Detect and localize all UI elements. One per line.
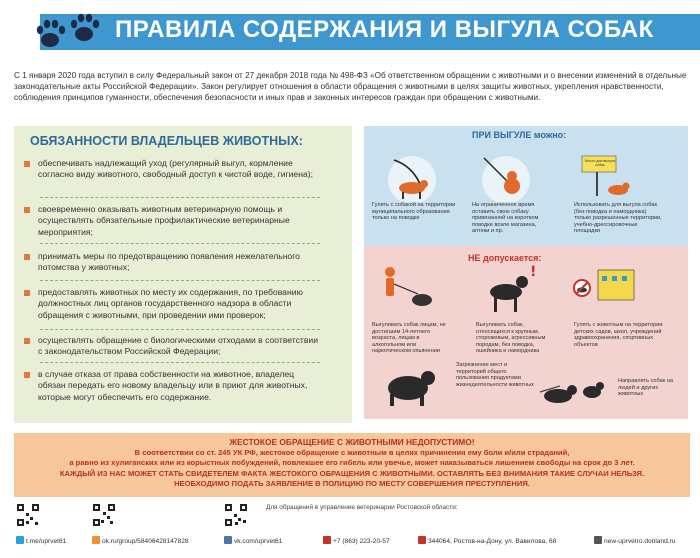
location-icon <box>418 536 426 544</box>
duty-item: осуществлять обращение с биологическими отходами в соответствии с законодательством Российской Федерации; <box>24 335 324 358</box>
duty-item: в случае отказа от права собственности на животное, владелец обязан передать его новому владельцу или в приют для животных, которые могут обеспечить его содержание. <box>24 369 324 403</box>
warning-line: В соответствии со ст. 245 УК РФ, жестокое обращение с животным в целях причинения ему боли и/или страданий, <box>134 447 570 457</box>
odnoklassniki-icon <box>92 536 100 544</box>
footer-link-vk[interactable]: vk.com/uprvet61 <box>224 536 282 545</box>
forbidden-caption: Направлять собак на людей и других животных <box>618 378 673 398</box>
bullet-icon <box>24 372 30 378</box>
footer-address: 344064, Ростов-на-Дону, ул. Вавилова, 68 <box>418 536 556 545</box>
walking-caption: Гулять с собакой на территории муниципального образования только на поводке <box>372 202 456 222</box>
duty-item: предоставлять животных по месту их содержания, по требованию должностных лиц органов государственного надзора в области обращения с животными, при проведении ими проверок; <box>24 287 324 321</box>
duty-item: принимать меры по предотвращению появления нежелательного потомства у животных; <box>24 251 324 274</box>
duties-title: ОБЯЗАННОСТИ ВЛАДЕЛЬЦЕВ ЖИВОТНЫХ: <box>30 134 303 148</box>
footer-link-telegram[interactable]: t.me/uprvet61 <box>16 536 66 545</box>
forbidden-caption: Гулять с животным на территории детских садов, школ, учреждений здравоохранения, спортивных объектов <box>574 322 663 348</box>
walking-title: ПРИ ВЫГУЛЕ можно: <box>472 130 567 140</box>
bullet-icon <box>24 338 30 344</box>
warning-box <box>14 433 690 497</box>
phone-icon <box>323 536 331 544</box>
dog-on-leash-icon <box>372 144 452 202</box>
divider <box>40 329 320 330</box>
walking-caption: На ограниченное время оставить свою собаку привязанной на коротком поводке возле магазина, аптеки и пр. <box>472 202 539 235</box>
header <box>0 6 700 58</box>
forbidden-title: НЕ допускается: <box>468 253 542 263</box>
dog-attack-icon <box>536 362 608 412</box>
vk-icon <box>224 536 232 544</box>
warning-line: НЕОБХОДИМО ПОДАТЬ ЗАЯВЛЕНИЕ В ПОЛИЦИЮ ПО МЕСТУ СОВЕРШЕНИЯ ПРЕСТУПЛЕНИЯ. <box>174 479 530 489</box>
intro-text: С 1 января 2020 года вступил в силу Федеральный закон от 27 декабря 2018 года № 498-ФЗ «Об ответственном обращении с животными и о внесении изменений в отдельные законодательные акты Российской Федерации». Закон регулирует отношения в области обращения с животными в целях защиты животных, укрепления нравственности, соблюдения принципов гуманности, обеспечения безопасности и иных прав и законных интересов граждан при обращении с животными. <box>14 71 687 103</box>
qr-code-icon <box>16 503 40 527</box>
footer-website[interactable]: new-uprvetro.donland.ru <box>594 536 675 545</box>
tied-dog-icon <box>470 144 542 202</box>
school-building-icon <box>572 264 638 312</box>
child-walking-dog-icon <box>378 264 436 314</box>
footer-note: Для обращений в управление ветеринарии Ростовской области: <box>266 504 458 511</box>
warning-line: КАЖДЫЙ ИЗ НАС МОЖЕТ СТАТЬ СВИДЕТЕЛЕМ ФАКТА ЖЕСТОКОГО ОБРАЩЕНИЯ С ЖИВОТНЫМИ. ОСТАВЛЯТЬ БЕЗ ВНИМАНИЯ ТАКИЕ СЛУЧАИ НЕЛЬЗЯ. <box>59 468 645 478</box>
qr-code-icon <box>224 503 248 527</box>
bullet-icon <box>24 161 30 167</box>
large-dog-icon <box>478 262 538 318</box>
telegram-icon <box>16 536 24 544</box>
walking-caption: Использовать для выгула собак (без поводка и намордника) только разрешенные территории, учебно-дрессировочные площадки <box>574 202 662 235</box>
sign-text: Место для выгула собак <box>584 159 616 168</box>
divider <box>40 243 320 244</box>
warning-heading: ЖЕСТОКОЕ ОБРАЩЕНИЕ С ЖИВОТНЫМИ НЕДОПУСТИМО! <box>229 437 475 447</box>
bullet-icon <box>24 207 30 213</box>
dog-pooping-icon <box>378 362 448 410</box>
duty-item: обеспечивать надлежащий уход (регулярный выгул, кормление согласно виду животного, свободный доступ к чистой воде, гигиена); <box>24 158 324 181</box>
svg-text:!: ! <box>530 264 537 280</box>
divider <box>40 362 320 363</box>
web-icon <box>594 536 602 544</box>
forbidden-caption: Выгуливать собак лицам, не достигшим 14-летнего возраста, лицам в алкогольном или наркотическом опьянении <box>372 322 446 355</box>
footer-phone[interactable]: +7 (863) 223-20-57 <box>323 536 390 545</box>
divider <box>40 197 320 198</box>
page-title: ПРАВИЛА СОДЕРЖАНИЯ И ВЫГУЛА СОБАК <box>115 16 654 43</box>
forbidden-caption: Выгуливать собак, относящихся к крупным, сторожевым, агрессивным породам, без поводка, ошейника и намордника <box>476 322 546 355</box>
forbidden-caption: Загрязнение мест и территорий общего пользования продуктами жизнедеятельности животных <box>456 362 534 388</box>
footer-link-ok[interactable]: ok.ru/group/58406428147828 <box>92 536 189 545</box>
qr-code-icon <box>92 503 116 527</box>
duty-item: своевременно оказывать животным ветеринарную помощь и осуществлять обязательные профилактические ветеринарные мероприятия; <box>24 204 324 238</box>
dog-area-sign-icon <box>578 150 630 202</box>
bullet-icon <box>24 290 30 296</box>
warning-line: а равно из хулиганских или из корыстных побуждений, повлекшее его гибель или увечье, может наказываться лишением свободы на срок до 3 лет. <box>69 458 635 468</box>
divider <box>40 280 320 281</box>
bullet-icon <box>24 254 30 260</box>
paws-icon <box>28 10 108 56</box>
